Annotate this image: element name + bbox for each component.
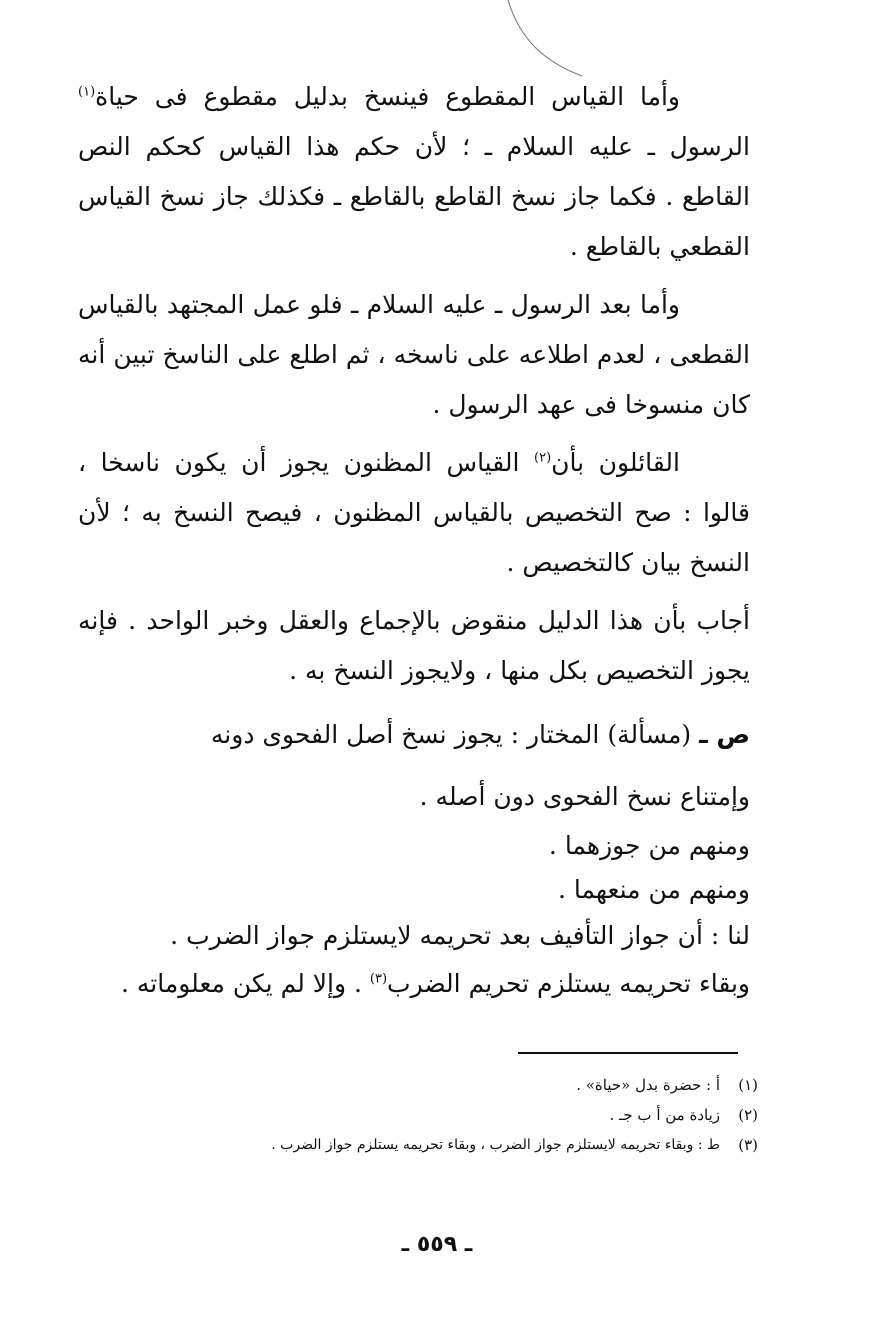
paragraph-10-rest: . وإلا لم يكن معلوماته .	[120, 969, 370, 998]
footnote-ref-1: (١)	[78, 84, 96, 100]
footnote-ref-3: (٣)	[369, 971, 388, 987]
paragraph-10-text: وبقاء تحريمه يستلزم تحريم الضرب	[387, 969, 750, 998]
paragraph-10	[78, 960, 750, 1008]
footnote-text: زيادة من أ ب جـ .	[609, 1106, 720, 1124]
section-label: ص ـ	[699, 720, 750, 749]
body-text-block-5	[78, 708, 750, 1008]
footnote-ref-2: (٢)	[534, 450, 552, 466]
paragraph-3	[78, 438, 750, 588]
paragraph-1-rest: الرسول ـ عليه السلام ـ ؛ لأن حكم هذا القياس كحكم النص القاطع . فكما جاز نسخ القاطع بالقاطع ـ فكذلك جاز نسخ القياس القطعي بالقاطع .	[78, 132, 750, 261]
paragraph-7: ومنهم من جوزهما .	[548, 831, 750, 860]
body-text-block-2	[78, 280, 750, 430]
paragraph-2: وأما بعد الرسول ـ عليه السلام ـ فلو عمل المجتهد بالقياس القطعى ، لعدم اطلاعه على ناسخه ، ثم اطلع على الناسخ تبين أنه كان منسوخا فى عهد الرسول .	[78, 290, 750, 419]
paragraph-5-text: (مسألة) المختار : يجوز نسخ أصل الفحوى دونه	[210, 720, 700, 749]
footnote-separator	[518, 1052, 738, 1054]
paragraph-1-text: وأما القياس المقطوع فينسخ بدليل مقطوع فى حياة	[95, 82, 680, 111]
paragraph-3-rest: القياس المظنون يجوز أن يكون ناسخا ، قالوا : صح التخصيص بالقياس المظنون ، فيصح النسخ به ؛ لأن النسخ بيان كالتخصيص .	[78, 448, 750, 577]
body-text-block-1	[78, 72, 750, 272]
paragraph-5	[78, 708, 750, 762]
paragraph-9: لنا : أن جواز التأفيف بعد تحريمه لايستلزم جواز الضرب .	[170, 921, 750, 950]
footnotes	[78, 1070, 758, 1160]
footnote-1	[78, 1070, 758, 1100]
paragraph-6: وإمتناع نسخ الفحوى دون أصله .	[419, 782, 750, 811]
footnote-number: (٣)	[738, 1136, 758, 1154]
footnote-text: ط : وبقاء تحريمه لايستلزم جواز الضرب ، وبقاء تحريمه يستلزم جواز الضرب .	[271, 1137, 720, 1153]
paragraph-3-text: القائلون بأن	[551, 448, 680, 477]
paragraph-4: أجاب بأن هذا الدليل منقوض بالإجماع والعقل وخبر الواحد . فإنه يجوز التخصيص بكل منها ، ولايجوز النسخ به .	[78, 606, 750, 685]
footnote-2	[78, 1100, 758, 1130]
footnote-3	[78, 1130, 758, 1160]
paragraph-8: ومنهم من منعهما .	[558, 875, 750, 904]
footnote-number: (٢)	[738, 1106, 758, 1124]
paragraph-1	[78, 72, 750, 272]
footnote-number: (١)	[738, 1076, 758, 1094]
footnote-text: أ : حضرة بدل «حياة» .	[576, 1076, 720, 1094]
body-text-block-3	[78, 438, 750, 588]
page-number: ـ ٥٥٩ ـ	[401, 1232, 473, 1257]
body-text-block-4	[78, 596, 750, 696]
